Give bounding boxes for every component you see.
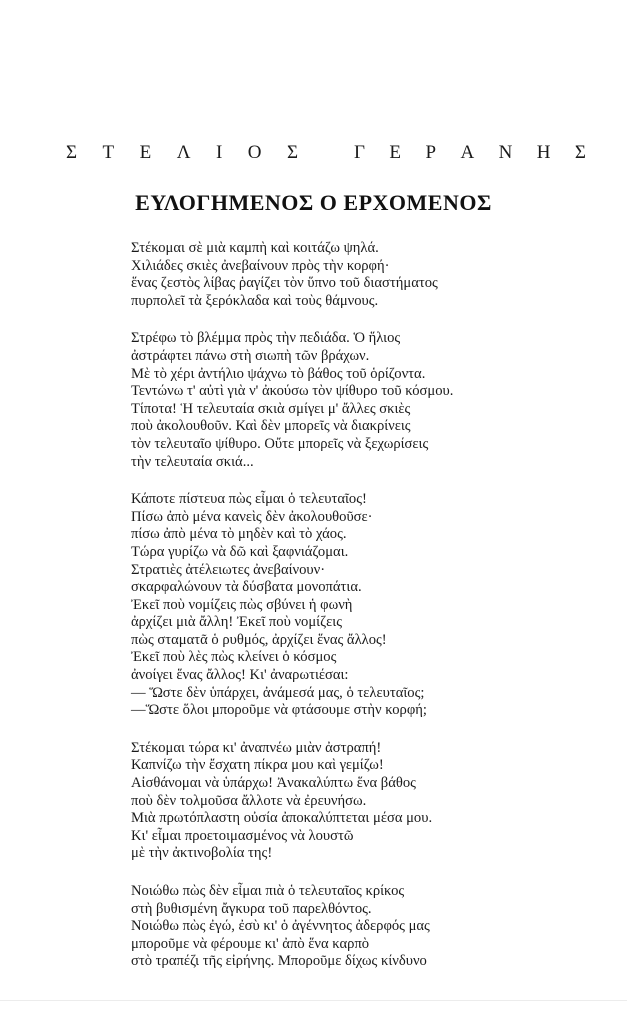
poem-line: Χιλιάδες σκιὲς ἀνεβαίνουν πρὸς τὴν κορφή· xyxy=(131,257,390,274)
poem-line: ἀρχίζει μιὰ ἄλλη! Ἐκεῖ ποὺ νομίζεις xyxy=(131,614,342,631)
poem-line: Τίποτα! Ἡ τελευταία σκιὰ σμίγει μ' ἄλλες σκιὲς xyxy=(131,400,411,417)
poem-line: πυρπολεῖ τὰ ξερόκλαδα καὶ τοὺς θάμνους. xyxy=(131,292,379,309)
poem-line: Νοιώθω πὼς ἐγώ, ἐσὺ κι' ὁ ἀγέννητος ἀδερφός μας xyxy=(131,918,430,935)
poem-line: Στρατιὲς ἀτέλειωτες ἀνεβαίνουν· xyxy=(131,561,326,578)
poem-line: πίσω ἀπὸ μένα τὸ μηδὲν καὶ τὸ χάος. xyxy=(131,526,347,543)
page-bottom-edge xyxy=(0,1000,627,1001)
stanza xyxy=(131,330,611,471)
poem-line: στὸ τραπέζι τῆς εἰρήνης. Μποροῦμε δίχως κίνδυνο xyxy=(131,953,427,970)
author-letter: Η xyxy=(536,142,551,163)
poem-line: Ἐκεῖ ποὺ νομίζεις πὼς σβύνει ἡ φωνὴ xyxy=(131,596,353,613)
poem-line: Τεντώνω τ' αὐτὶ γιὰ ν' ἀκούσω τὸν ψίθυρο τοῦ κόσμου. xyxy=(131,383,454,400)
poem-line: ἀνοίγει ἕνας ἄλλος! Κι' ἀναρωτιέσαι: xyxy=(131,667,349,684)
author-letter: Σ xyxy=(66,142,78,163)
author-letter: Ο xyxy=(247,142,262,163)
poem-line: σκαρφαλώνουν τὰ δύσβατα μονοπάτια. xyxy=(131,579,362,596)
poem-line: ποὺ δὲν τολμοῦσα ἄλλοτε νὰ ἐρευνήσω. xyxy=(131,792,367,809)
poem-line: — Ὥστε δὲν ὑπάρχει, ἀνάμεσά μας, ὁ τελευταῖος; xyxy=(131,684,425,701)
poem-line: Τώρα γυρίζω νὰ δῶ καὶ ξαφνιάζομαι. xyxy=(131,543,349,560)
poem-line: —Ὥστε ὅλοι μποροῦμε νὰ φτάσουμε στὴν κορφή; xyxy=(131,702,427,719)
poem-line: Ἐκεῖ ποὺ λὲς πὼς κλείνει ὁ κόσμος xyxy=(131,649,337,666)
author-letter: Λ xyxy=(176,142,191,163)
author-letter: Τ xyxy=(102,142,115,163)
poem-line: Μὲ τὸ χέρι ἀντήλιο ψάχνω τὸ βάθος τοῦ ὁρίζοντα. xyxy=(131,365,426,382)
author-letter: Ρ xyxy=(425,142,437,163)
poem-line: ποὺ ἀκολουθοῦν. Καὶ δὲν μπορεῖς νὰ διακρίνεις xyxy=(131,418,411,435)
stanza xyxy=(131,883,611,971)
author-first-name xyxy=(66,142,298,164)
poem-line: Καπνίζω τὴν ἔσχατη πίκρα μου καὶ γεμίζω! xyxy=(131,757,384,774)
author-letter: Σ xyxy=(574,142,586,163)
author-letter: Σ xyxy=(286,142,298,163)
poem-line: πὼς σταματᾶ ὁ ρυθμός, ἀρχίζει ἕνας ἄλλος! xyxy=(131,631,387,648)
poem-line: Μιὰ πρωτόπλαστη οὐσία ἀποκαλύπτεται μέσα μου. xyxy=(131,810,433,827)
stanza xyxy=(131,240,611,310)
author-letter: Ε xyxy=(139,142,152,163)
author-last-name xyxy=(354,142,586,164)
stanza xyxy=(131,491,611,720)
poem-line: Στρέφω τὸ βλέμμα πρὸς τὴν πεδιάδα. Ὁ ἥλιος xyxy=(131,330,401,347)
poem-line: ἕνας ζεστὸς λίβας ῥαγίζει τὸν ὕπνο τοῦ διαστήματος xyxy=(131,275,438,292)
poem-line: τὴν τελευταία σκιά... xyxy=(131,453,254,470)
poem-line: στὴ βυθισμένη ἄγκυρα τοῦ παρελθόντος. xyxy=(131,900,372,917)
poem-line: Στέκομαι τώρα κι' ἀναπνέω μιὰν ἀστραπή! xyxy=(131,739,382,756)
poem-line: Κι' εἶμαι προετοιμασμένος νὰ λουστῶ xyxy=(131,827,354,844)
author-letter: Γ xyxy=(354,142,365,163)
poem-line: μποροῦμε νὰ φέρουμε κι' ἀπὸ ἕνα καρπὸ xyxy=(131,935,370,952)
author-name xyxy=(66,142,586,164)
poem-body xyxy=(131,240,611,991)
poem-line: τὸν τελευταῖο ψίθυρο. Οὔτε μπορεῖς νὰ ξεχωρίσεις xyxy=(131,435,429,452)
poem-line: ἀστράφτει πάνω στὴ σιωπὴ τῶν βράχων. xyxy=(131,347,370,364)
poem-line: Αἰσθάνομαι νὰ ὑπάρχω! Ἀνακαλύπτω ἕνα βάθος xyxy=(131,775,416,792)
stanza xyxy=(131,740,611,863)
poem-line: Κάποτε πίστευα πὼς εἶμαι ὁ τελευταῖος! xyxy=(131,491,367,508)
poem-line: Στέκομαι σὲ μιὰ καμπὴ καὶ κοιτάζω ψηλά. xyxy=(131,240,379,256)
author-letter: Ν xyxy=(498,142,513,163)
poem-line: Πίσω ἀπὸ μένα κανεὶς δὲν ἀκολουθοῦσε· xyxy=(131,508,373,525)
author-letter: Ι xyxy=(215,142,223,163)
poem-line: μὲ τὴν ἀκτινοβολία της! xyxy=(131,845,273,862)
poem-title: ΕΥΛΟΓΗΜΕΝΟΣ Ο ΕΡΧΟΜΕΝΟΣ xyxy=(135,190,492,215)
author-letter: Ε xyxy=(389,142,402,163)
poem-line: Νοιώθω πὼς δὲν εἶμαι πιὰ ὁ τελευταῖος κρίκος xyxy=(131,883,405,899)
author-letter: Α xyxy=(460,142,475,163)
